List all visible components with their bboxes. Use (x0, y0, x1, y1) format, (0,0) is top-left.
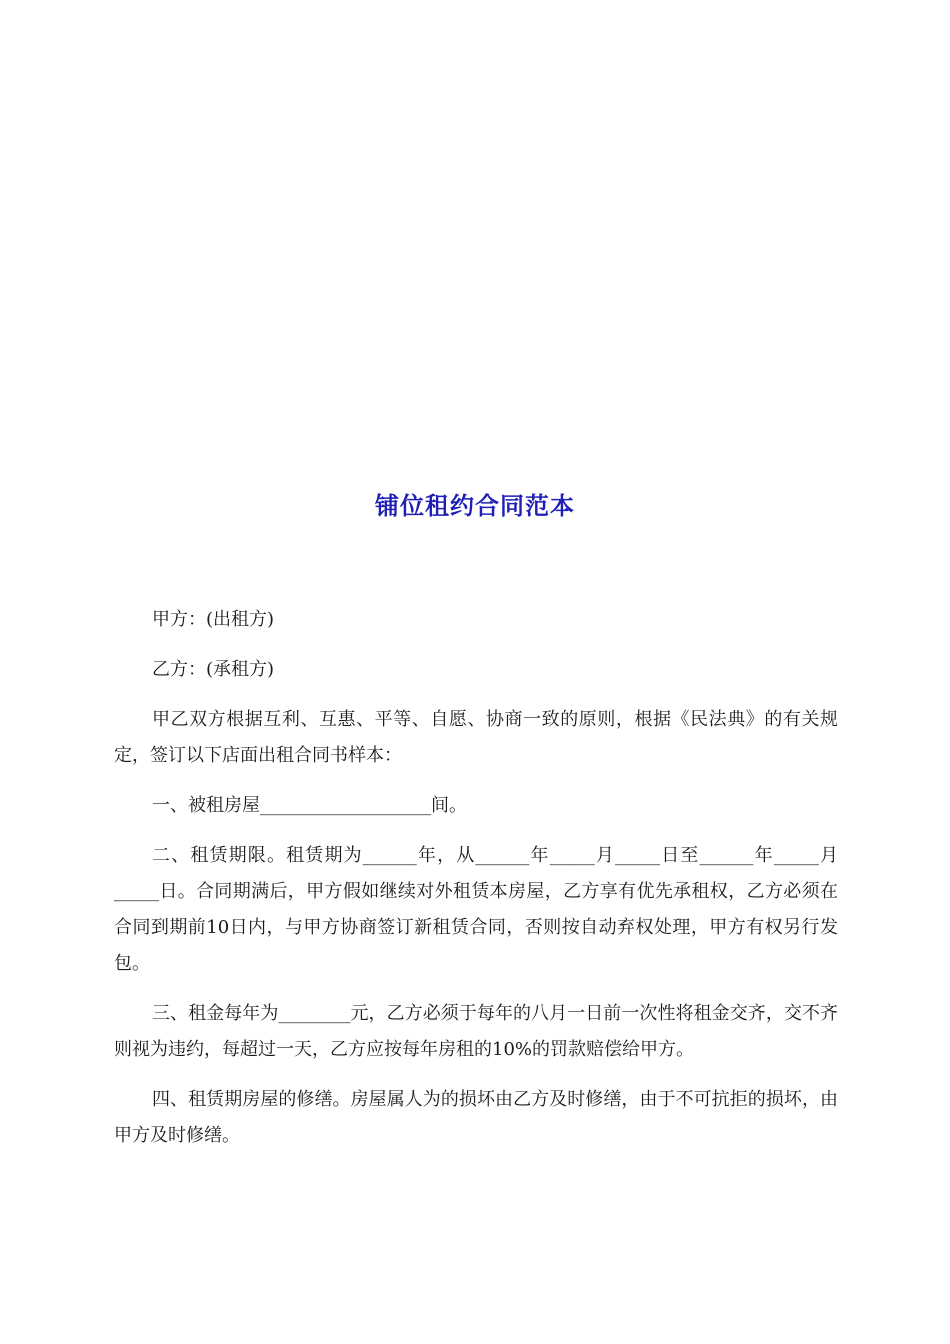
document-title: 铺位租约合同范本 (375, 491, 575, 520)
paragraph-clause-4: 四、租赁期房屋的修缮。房屋属人为的损坏由乙方及时修缮，由于不可抗拒的损坏，由甲方及时修缮。 (114, 1089, 838, 1146)
paragraph-clause-3: 三、租金每年为________元，乙方必须于每年的八月一日前一次性将租金交齐，交不齐则视为违约，每超过一天，乙方应按每年房租的10%的罚款赔偿给甲方。 (114, 1003, 838, 1060)
paragraph-party-a: 甲方：(出租方) (152, 609, 275, 630)
paragraph-clause-2: 二、租赁期限。租赁期为______年，从______年_____月_____日至______年_____月_____日。合同期满后，甲方假如继续对外租赁本房屋，乙方享有优先承租权，乙方必须在合同到期前10日内，与甲方协商签订新租赁合同，否则按自动弃权处理，甲方有权另行发包。 (114, 845, 838, 974)
paragraph-clause-1: 一、被租房屋___________________间。 (152, 795, 467, 816)
document-body (114, 602, 838, 1168)
paragraph-preamble: 甲乙双方根据互利、互惠、平等、自愿、协商一致的原则，根据《民法典》的有关规定，签订以下店面出租合同书样本： (114, 709, 838, 766)
paragraph-party-b: 乙方：(承租方) (152, 659, 275, 680)
